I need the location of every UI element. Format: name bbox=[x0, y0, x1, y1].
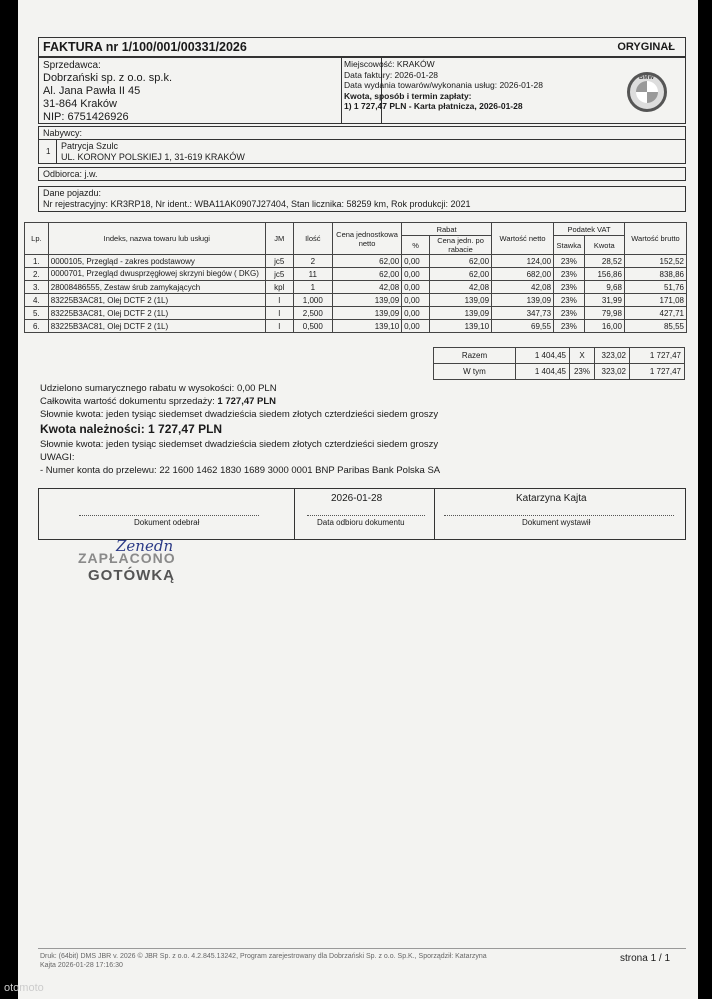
cell-qty: 2 bbox=[293, 255, 332, 268]
cell-name: 83225B3AC81, Olej DCTF 2 (1L) bbox=[48, 307, 265, 320]
cell-jm: kpl bbox=[265, 281, 293, 294]
delivery-date: Data wydania towarów/wykonania usług: 2026-01-28 bbox=[344, 80, 543, 90]
cell-pct: 0,00 bbox=[402, 255, 430, 268]
cell-gross: 838,86 bbox=[624, 268, 686, 281]
cell-vat: 16,00 bbox=[584, 320, 624, 333]
cell-net: 347,73 bbox=[492, 307, 554, 320]
total-line bbox=[40, 395, 440, 408]
footer-text bbox=[40, 952, 487, 970]
payment-label: Kwota, sposób i termin zapłaty: bbox=[344, 90, 472, 101]
due-line bbox=[40, 421, 440, 438]
cell-after: 139,10 bbox=[430, 320, 492, 333]
col-rabat: Rabat bbox=[402, 223, 492, 236]
razem-gross: 1 727,47 bbox=[630, 348, 685, 364]
watermark: otomoto bbox=[4, 982, 44, 994]
stamp-line-2: GOTÓWKĄ bbox=[88, 567, 175, 584]
cell-vat: 31,99 bbox=[584, 294, 624, 307]
cell-after: 139,09 bbox=[430, 307, 492, 320]
cell-pct: 0,00 bbox=[402, 294, 430, 307]
cell-gross: 152,52 bbox=[624, 255, 686, 268]
cell-rate: 23% bbox=[554, 268, 585, 281]
cell-rate: 23% bbox=[554, 281, 585, 294]
cell-lp: 4. bbox=[25, 294, 49, 307]
words-line-1: Słownie kwota: jeden tysiąc siedemset dwadzieścia siedem złotych czterdzieści siedem groszy bbox=[40, 409, 439, 420]
cell-vat: 9,68 bbox=[584, 281, 624, 294]
cell-name: 28008486555, Zestaw śrub zamykających bbox=[48, 281, 265, 294]
cell-rate: 23% bbox=[554, 320, 585, 333]
cell-name: 0000105, Przegląd - zakres podstawowy bbox=[48, 255, 265, 268]
received-label: Dokument odebrał bbox=[134, 518, 200, 527]
cell-after: 42,08 bbox=[430, 281, 492, 294]
razem-rate: X bbox=[570, 348, 595, 364]
col-price: Cena jednostkowa netto bbox=[332, 223, 401, 255]
discount-line: Udzielono sumarycznego rabatu w wysokości: 0,00 PLN bbox=[40, 383, 277, 394]
col-rabat-price: Cena jedn. po rabacie bbox=[430, 236, 492, 255]
footer-line-2: Kajta 2026-01-28 17:16:30 bbox=[40, 962, 123, 969]
notes-label: UWAGI: bbox=[40, 452, 75, 463]
wtym-label: W tym bbox=[434, 364, 516, 380]
cell-qty: 0,500 bbox=[293, 320, 332, 333]
cell-pct: 0,00 bbox=[402, 281, 430, 294]
footer-separator bbox=[38, 948, 686, 949]
invoice-date: Data faktury: 2026-01-28 bbox=[344, 69, 439, 80]
issuer-label: Dokument wystawił bbox=[522, 518, 591, 527]
col-net: Wartość netto bbox=[492, 223, 554, 255]
cell-qty: 11 bbox=[293, 268, 332, 281]
cell-vat: 156,86 bbox=[584, 268, 624, 281]
bmw-logo bbox=[627, 72, 667, 112]
cell-after: 139,09 bbox=[430, 294, 492, 307]
bmw-logo-text: BMW bbox=[639, 75, 654, 81]
buyer-box bbox=[38, 126, 686, 164]
cell-net: 42,08 bbox=[492, 281, 554, 294]
table-row bbox=[25, 320, 687, 333]
cell-jm: l bbox=[265, 320, 293, 333]
seller-street: Al. Jana Pawła II 45 bbox=[43, 85, 141, 97]
cell-price: 139,09 bbox=[332, 294, 401, 307]
col-rabat-pct: % bbox=[402, 236, 430, 255]
cell-after: 62,00 bbox=[430, 268, 492, 281]
table-row bbox=[25, 268, 687, 281]
page-number: strona 1 / 1 bbox=[620, 953, 671, 964]
cell-qty: 2,500 bbox=[293, 307, 332, 320]
receipt-date: 2026-01-28 bbox=[331, 493, 383, 504]
seller-info-box bbox=[38, 57, 686, 124]
table-row bbox=[25, 307, 687, 320]
cell-qty: 1,000 bbox=[293, 294, 332, 307]
cell-jm: jc5 bbox=[265, 268, 293, 281]
col-qty: Ilość bbox=[293, 223, 332, 255]
due-label: Kwota należności: bbox=[40, 422, 145, 436]
cell-qty: 1 bbox=[293, 281, 332, 294]
cell-lp: 3. bbox=[25, 281, 49, 294]
wtym-gross: 1 727,47 bbox=[630, 364, 685, 380]
col-lp: Lp. bbox=[25, 223, 49, 255]
due-value: 1 727,47 PLN bbox=[148, 422, 223, 436]
col-jm: JM bbox=[265, 223, 293, 255]
cell-name: 83225B3AC81, Olej DCTF 2 (1L) bbox=[48, 294, 265, 307]
razem-label: Razem bbox=[434, 348, 516, 364]
cell-net: 139,09 bbox=[492, 294, 554, 307]
col-vat-amount: Kwota bbox=[584, 236, 624, 255]
signature-box bbox=[38, 488, 686, 540]
wtym-vat: 323,02 bbox=[595, 364, 630, 380]
seller-name: Dobrzański sp. z o.o. sp.k. bbox=[43, 72, 172, 84]
cell-net: 124,00 bbox=[492, 255, 554, 268]
cell-net: 682,00 bbox=[492, 268, 554, 281]
cell-lp: 6. bbox=[25, 320, 49, 333]
table-row bbox=[25, 255, 687, 268]
razem-net: 1 404,45 bbox=[516, 348, 570, 364]
summary-block bbox=[40, 382, 440, 477]
seller-label: Sprzedawca: bbox=[43, 60, 101, 71]
cell-price: 62,00 bbox=[332, 268, 401, 281]
issuer-name: Katarzyna Kajta bbox=[516, 493, 587, 504]
buyer-label: Nabywcy: bbox=[43, 128, 83, 138]
cell-gross: 171,08 bbox=[624, 294, 686, 307]
cell-vat: 28,52 bbox=[584, 255, 624, 268]
cell-lp: 1. bbox=[25, 255, 49, 268]
buyer-name: Patrycja Szulc bbox=[61, 141, 119, 151]
payment-value: 1) 1 727,47 PLN - Karta płatnicza, 2026-01-28 bbox=[344, 101, 523, 111]
totals-razem-row bbox=[434, 348, 685, 364]
place: Miejscowość: KRAKÓW bbox=[344, 59, 435, 69]
wtym-rate: 23% bbox=[570, 364, 595, 380]
seller-nip: NIP: 6751426926 bbox=[43, 111, 129, 123]
totals-wtym-row bbox=[434, 364, 685, 380]
wtym-net: 1 404,45 bbox=[516, 364, 570, 380]
cell-rate: 23% bbox=[554, 294, 585, 307]
stamp-line-1: ZAPŁACONO bbox=[78, 550, 176, 566]
total-value: 1 727,47 PLN bbox=[217, 396, 277, 407]
table-row bbox=[25, 294, 687, 307]
cell-jm: jc5 bbox=[265, 255, 293, 268]
cell-pct: 0,00 bbox=[402, 307, 430, 320]
cell-pct: 0,00 bbox=[402, 320, 430, 333]
invoice-header bbox=[38, 37, 686, 58]
col-vat: Podatek VAT bbox=[554, 223, 625, 236]
cell-gross: 427,71 bbox=[624, 307, 686, 320]
cell-price: 139,10 bbox=[332, 320, 401, 333]
cell-lp: 5. bbox=[25, 307, 49, 320]
cell-lp: 2. bbox=[25, 268, 49, 281]
totals-table bbox=[433, 347, 685, 380]
cell-net: 69,55 bbox=[492, 320, 554, 333]
cell-gross: 85,55 bbox=[624, 320, 686, 333]
cell-rate: 23% bbox=[554, 307, 585, 320]
vehicle-details: Nr rejestracyjny: KR3RP18, Nr ident.: WBA11AK0907J27404, Stan licznika: 58259 km, Rok produkcji: 2021 bbox=[43, 199, 471, 209]
cell-gross: 51,76 bbox=[624, 281, 686, 294]
original-label: ORYGINAŁ bbox=[617, 41, 675, 53]
col-name: Indeks, nazwa towaru lub usługi bbox=[48, 223, 265, 255]
recipient-text: Odbiorca: j.w. bbox=[43, 169, 98, 179]
footer-line-1: Druk: (64bit) DMS JBR v. 2026 © JBR Sp. z o.o. 4.2.845.13242, Program zarejestrowany dla Dobrzański Sp. z o.o. Sp.K., Sporządził: Katarzyna bbox=[40, 953, 487, 960]
razem-vat: 323,02 bbox=[595, 348, 630, 364]
buyer-number: 1 bbox=[46, 147, 51, 156]
recipient-box bbox=[38, 167, 686, 181]
col-vat-rate: Stawka bbox=[554, 236, 585, 255]
col-gross: Wartość brutto bbox=[624, 223, 686, 255]
table-row bbox=[25, 281, 687, 294]
cell-price: 139,09 bbox=[332, 307, 401, 320]
cell-jm: l bbox=[265, 307, 293, 320]
words-line-2: Słownie kwota: jeden tysiąc siedemset dwadzieścia siedem złotych czterdzieści siedem groszy bbox=[40, 439, 439, 450]
cell-pct: 0,00 bbox=[402, 268, 430, 281]
cell-jm: l bbox=[265, 294, 293, 307]
cell-name: 83225B3AC81, Olej DCTF 2 (1L) bbox=[48, 320, 265, 333]
cell-price: 42,08 bbox=[332, 281, 401, 294]
paid-stamp bbox=[76, 537, 216, 587]
cell-rate: 23% bbox=[554, 255, 585, 268]
receipt-date-label: Data odbioru dokumentu bbox=[317, 518, 405, 527]
cell-name: 0000701, Przegląd dwusprzęgłowej skrzyni biegów ( DKG) bbox=[48, 268, 265, 281]
seller-city: 31-864 Kraków bbox=[43, 98, 117, 110]
stamp-signature: Zenedn bbox=[116, 537, 174, 555]
cell-after: 62,00 bbox=[430, 255, 492, 268]
items-table bbox=[24, 222, 687, 333]
vehicle-label: Dane pojazdu: bbox=[43, 188, 102, 198]
cell-vat: 79,98 bbox=[584, 307, 624, 320]
total-label: Całkowita wartość dokumentu sprzedaży: bbox=[40, 396, 215, 407]
vehicle-box bbox=[38, 186, 686, 212]
notes-text: - Numer konta do przelewu: 22 1600 1462 1830 1689 3000 0001 BNP Paribas Bank Polska SA bbox=[40, 465, 441, 476]
invoice-title: FAKTURA nr 1/100/001/00331/2026 bbox=[43, 40, 247, 54]
buyer-address: UL. KORONY POLSKIEJ 1, 31-619 KRAKÓW bbox=[61, 152, 245, 162]
cell-price: 62,00 bbox=[332, 255, 401, 268]
